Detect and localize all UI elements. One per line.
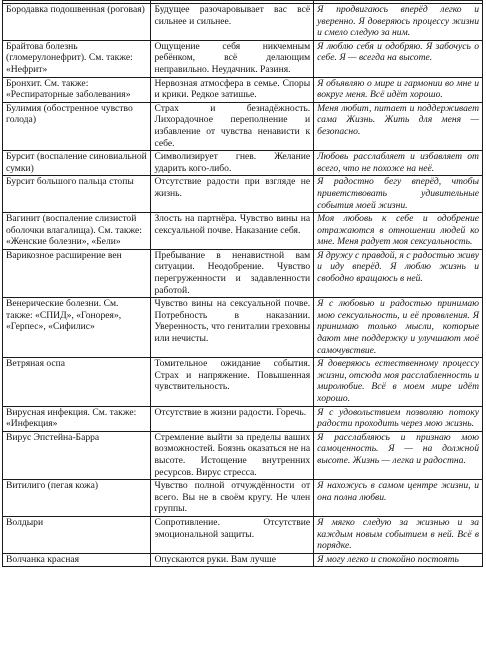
- table-row: [3, 249, 483, 297]
- disease-table: [2, 0, 483, 567]
- table-row: [3, 151, 483, 176]
- table-row: [3, 358, 483, 406]
- document-page: [2, 0, 483, 671]
- table-row: [3, 516, 483, 553]
- table-row: [3, 77, 483, 102]
- table-row: [3, 176, 483, 213]
- affirmation-cell: Я доверяюсь естественному процессу жизни, отсюда моя расслабленность и миролюбие. Всё в моем мире идёт хорошо.: [314, 358, 483, 406]
- disease-cell: Бурсит большого пальца стопы: [3, 176, 151, 213]
- affirmation-cell: Я объявляю о мире и гармонии во мне и вокруг меня. Всё идёт хорошо.: [314, 77, 483, 102]
- disease-cell: Вирус Эпстейна-Барра: [3, 431, 151, 479]
- disease-cell: Витилиго (пегая кожа): [3, 480, 151, 517]
- affirmation-cell: Я могу легко и спокойно постоять: [314, 553, 483, 567]
- disease-cell: Волчанка красная: [3, 553, 151, 567]
- cause-cell: Ощущение себя никчемным ребёнком, всё делающим неправильно. Неудачник. Разиня.: [151, 40, 314, 77]
- disease-cell: Варикозное расширение вен: [3, 249, 151, 297]
- cause-cell: Пребывание в ненавистной вам ситуации. Неодобрение. Чувство перегруженности и задавленности работой.: [151, 249, 314, 297]
- cause-cell: Нервозная атмосфера в семье. Споры и крики. Редкое затишье.: [151, 77, 314, 102]
- disease-cell: Волдыри: [3, 516, 151, 553]
- cause-cell: Чувство вины на сексуальной почве. Потребность в наказании. Уверенность, что гениталии греховны или нечисты.: [151, 298, 314, 358]
- cause-cell: Стремление выйти за пределы ваших возможностей. Боязнь оказаться не на высоте. Истощение внутренних ресурсов. Вирус стресса.: [151, 431, 314, 479]
- table-row: [3, 40, 483, 77]
- affirmation-cell: Я дружу с правдой, я с радостью живу и иду вперёд. Я люблю жизнь и свободно вращаюсь в ней.: [314, 249, 483, 297]
- table-row: [3, 298, 483, 358]
- disease-cell: Ветряная оспа: [3, 358, 151, 406]
- affirmation-cell: Любовь расслабляет и избавляет от всего, что не похоже на неё.: [314, 151, 483, 176]
- disease-cell: Венерические болезни. См. также: «СПИД», «Гонорея», «Герпес», «Сифилис»: [3, 298, 151, 358]
- disease-cell: Вагинит (воспаление слизистой оболочки влагалища). См. также: «Женские болезни», «Бели»: [3, 213, 151, 250]
- disease-cell: Брайтова болезнь (гломерулонефрит). См. также: «Нефрит»: [3, 40, 151, 77]
- affirmation-cell: Я люблю себя и одобряю. Я забочусь о себе. Я — всегда на высоте.: [314, 40, 483, 77]
- cause-cell: Сопротивление. Отсутствие эмоциональной защиты.: [151, 516, 314, 553]
- table-row: [3, 406, 483, 431]
- disease-cell: Бородавка подошвенная (роговая): [3, 4, 151, 41]
- affirmation-cell: Я мягко следую за жизнью и за каждым новым событием в ней. Всё в порядке.: [314, 516, 483, 553]
- affirmation-cell: Меня любит, питает и поддерживает сама Жизнь. Жить для меня — безопасно.: [314, 102, 483, 150]
- table-row: [3, 213, 483, 250]
- affirmation-cell: Я радостно бегу вперёд, чтобы приветствовать удивительные события моей жизни.: [314, 176, 483, 213]
- table-row: [3, 431, 483, 479]
- disease-table-body: [3, 1, 483, 567]
- table-row: [3, 480, 483, 517]
- table-row: [3, 102, 483, 150]
- cause-cell: Страх и безнадёжность. Лихорадочное переполнение и избавление от чувства ненависти к себе.: [151, 102, 314, 150]
- cause-cell: Символизирует гнев. Желание ударить кого-либо.: [151, 151, 314, 176]
- cause-cell: Опускаются руки. Вам лучше: [151, 553, 314, 567]
- affirmation-cell: Я с удовольствием позволяю потоку радости проходить через мою жизнь.: [314, 406, 483, 431]
- affirmation-cell: Я с любовью и радостью принимаю мою сексуальность, и её проявления. Я принимаю только мысли, которые дают мне поддержку и улучшают моё самочувствие.: [314, 298, 483, 358]
- cause-cell: Злость на партнёра. Чувство вины на сексуальной почве. Наказание себя.: [151, 213, 314, 250]
- cause-cell: Отсутствие радости при взгляде не жизнь.: [151, 176, 314, 213]
- affirmation-cell: Моя любовь к себе и одобрение отражаются в отношении людей ко мне. Меня радует моя сексуальность.: [314, 213, 483, 250]
- table-row: [3, 553, 483, 567]
- cause-cell: Будущее разочаровывает вас всё сильнее и сильнее.: [151, 4, 314, 41]
- cause-cell: Отсутствие в жизни радости. Горечь.: [151, 406, 314, 431]
- cause-cell: Чувство полной отчуждённости от всего. Вы не в своём кругу. Не член группы.: [151, 480, 314, 517]
- affirmation-cell: Я продвигаюсь вперёд легко и уверенно. Я доверяюсь процессу жизни и смело следую за ним.: [314, 4, 483, 41]
- disease-cell: Бурсит (воспаление синовиальной сумки): [3, 151, 151, 176]
- disease-cell: Вирусная инфекция. См. также: «Инфекция»: [3, 406, 151, 431]
- disease-cell: Бронхит. См. также: «Респираторные заболевания»: [3, 77, 151, 102]
- table-row: [3, 4, 483, 41]
- cause-cell: Томительное ожидание события. Страх и напряжение. Повышенная чувствительность.: [151, 358, 314, 406]
- disease-cell: Булимия (обостренное чувство голода): [3, 102, 151, 150]
- affirmation-cell: Я нахожусь в самом центре жизни, и она полна любви.: [314, 480, 483, 517]
- affirmation-cell: Я расслабляюсь и признаю мою самоценность. Я — на должной высоте. Жизнь — легка и радостна.: [314, 431, 483, 479]
